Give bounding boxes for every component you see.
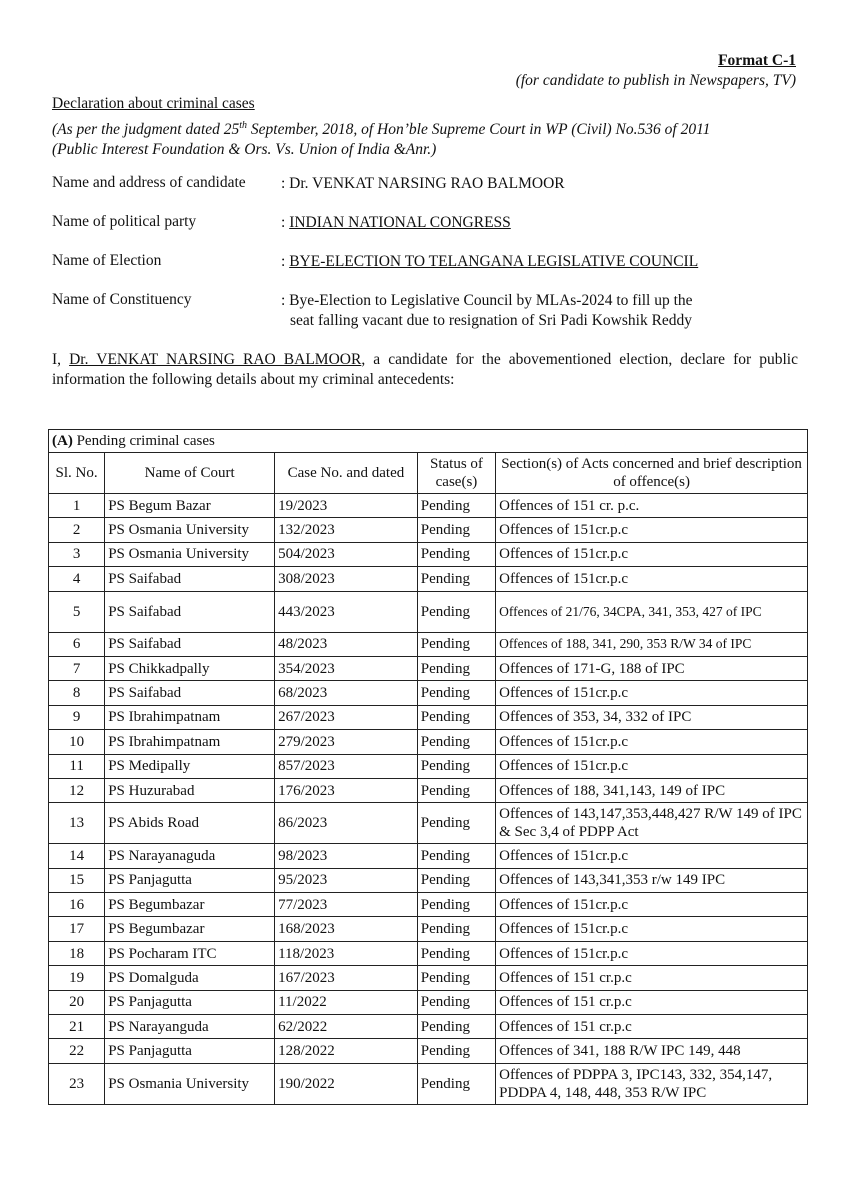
election-label: Name of Election <box>52 252 162 269</box>
table-row <box>49 844 808 868</box>
cell-sections: Offences of 151cr.p.c <box>496 941 808 965</box>
cell-case: 77/2023 <box>275 893 418 917</box>
cell-court: PS Ibrahimpatnam <box>105 730 275 754</box>
cell-sl: 16 <box>49 893 105 917</box>
cell-case: 86/2023 <box>275 803 418 844</box>
table-row <box>49 494 808 518</box>
cell-sections: Offences of 151 cr.p.c <box>496 990 808 1014</box>
cell-case: 48/2023 <box>275 632 418 656</box>
cell-case: 190/2022 <box>275 1063 418 1104</box>
cell-case: 443/2023 <box>275 591 418 632</box>
table-row <box>49 803 808 844</box>
cell-court: PS Saifabad <box>105 681 275 705</box>
cell-sl: 22 <box>49 1039 105 1063</box>
table-row <box>49 591 808 632</box>
table-row <box>49 1015 808 1039</box>
cell-sections: Offences of 188, 341,143, 149 of IPC <box>496 778 808 802</box>
format-subtitle: (for candidate to publish in Newspapers, TV) <box>515 72 796 89</box>
cell-sections: Offences of 151cr.p.c <box>496 542 808 566</box>
cell-sl: 1 <box>49 494 105 518</box>
cell-sections: Offences of PDPPA 3, IPC143, 332, 354,147, PDDPA 4, 148, 448, 353 R/W IPC <box>496 1063 808 1104</box>
cell-status: Pending <box>417 518 495 542</box>
cell-court: PS Osmania University <box>105 1063 275 1104</box>
constituency-value: : Bye-Election to Legislative Council by MLAs-2024 to fill up the seat falling vacant due to resignation of Sri Padi Kowshik Reddy <box>281 292 693 329</box>
cell-case: 308/2023 <box>275 567 418 591</box>
cell-status: Pending <box>417 1063 495 1104</box>
cell-status: Pending <box>417 1015 495 1039</box>
cell-sl: 21 <box>49 1015 105 1039</box>
cell-sections: Offences of 151 cr. p.c. <box>496 494 808 518</box>
cell-court: PS Saifabad <box>105 591 275 632</box>
table-row <box>49 1039 808 1063</box>
cell-sl: 7 <box>49 656 105 680</box>
cell-status: Pending <box>417 567 495 591</box>
cell-sl: 20 <box>49 990 105 1014</box>
cell-sections: Offences of 341, 188 R/W IPC 149, 448 <box>496 1039 808 1063</box>
cell-court: PS Begum Bazar <box>105 494 275 518</box>
cell-status: Pending <box>417 941 495 965</box>
cell-status: Pending <box>417 754 495 778</box>
cell-sections: Offences of 143,341,353 r/w 149 IPC <box>496 868 808 892</box>
cell-case: 279/2023 <box>275 730 418 754</box>
candidate-value: : Dr. VENKAT NARSING RAO BALMOOR <box>281 175 565 192</box>
cell-sections: Offences of 188, 341, 290, 353 R/W 34 of IPC <box>496 632 808 656</box>
header-sections: Section(s) of Acts concerned and brief description of offence(s) <box>496 453 808 494</box>
cell-sections: Offences of 151cr.p.c <box>496 730 808 754</box>
cell-sl: 19 <box>49 966 105 990</box>
header-sl: Sl. No. <box>49 453 105 494</box>
table-row <box>49 778 808 802</box>
format-label: Format C-1 <box>718 52 796 69</box>
section-heading: (A) Pending criminal cases <box>49 430 808 453</box>
cell-case: 857/2023 <box>275 754 418 778</box>
cell-case: 11/2022 <box>275 990 418 1014</box>
table-row <box>49 705 808 729</box>
cell-sl: 11 <box>49 754 105 778</box>
table-row <box>49 567 808 591</box>
cell-court: PS Panjagutta <box>105 868 275 892</box>
cell-court: PS Panjagutta <box>105 990 275 1014</box>
candidate-label: Name and address of candidate <box>52 174 246 191</box>
table-row <box>49 518 808 542</box>
cell-court: PS Chikkadpally <box>105 656 275 680</box>
pending-cases-table <box>48 429 808 1105</box>
cell-court: PS Narayanguda <box>105 1015 275 1039</box>
cell-sections: Offences of 151cr.p.c <box>496 893 808 917</box>
cell-status: Pending <box>417 990 495 1014</box>
cell-status: Pending <box>417 778 495 802</box>
cell-sl: 23 <box>49 1063 105 1104</box>
cell-sections: Offences of 151cr.p.c <box>496 567 808 591</box>
table-row <box>49 656 808 680</box>
cell-sections: Offences of 143,147,353,448,427 R/W 149 of IPC & Sec 3,4 of PDPP Act <box>496 803 808 844</box>
cell-court: PS Pocharam ITC <box>105 941 275 965</box>
table-row <box>49 941 808 965</box>
cell-sl: 9 <box>49 705 105 729</box>
declaration-statement: I, Dr. VENKAT NARSING RAO BALMOOR, a candidate for the abovementioned election, declare for public information the following details about my criminal antecedents: <box>52 351 798 388</box>
cell-court: PS Huzurabad <box>105 778 275 802</box>
cell-court: PS Abids Road <box>105 803 275 844</box>
party-value: : INDIAN NATIONAL CONGRESS <box>281 214 511 231</box>
cell-sl: 18 <box>49 941 105 965</box>
header-court: Name of Court <box>105 453 275 494</box>
cell-case: 62/2022 <box>275 1015 418 1039</box>
constituency-label: Name of Constituency <box>52 291 192 308</box>
cell-sl: 14 <box>49 844 105 868</box>
cell-court: PS Saifabad <box>105 567 275 591</box>
cell-case: 354/2023 <box>275 656 418 680</box>
table-row <box>49 632 808 656</box>
cell-court: PS Domalguda <box>105 966 275 990</box>
cell-case: 98/2023 <box>275 844 418 868</box>
cell-court: PS Begumbazar <box>105 893 275 917</box>
cell-sl: 6 <box>49 632 105 656</box>
table-row <box>49 966 808 990</box>
cell-case: 504/2023 <box>275 542 418 566</box>
cell-sl: 4 <box>49 567 105 591</box>
header-case: Case No. and dated <box>275 453 418 494</box>
cell-status: Pending <box>417 632 495 656</box>
cell-sections: Offences of 151cr.p.c <box>496 917 808 941</box>
cell-status: Pending <box>417 591 495 632</box>
cell-sl: 15 <box>49 868 105 892</box>
cell-case: 132/2023 <box>275 518 418 542</box>
cell-sl: 2 <box>49 518 105 542</box>
cell-sl: 17 <box>49 917 105 941</box>
cell-status: Pending <box>417 681 495 705</box>
declaration-title: Declaration about criminal cases <box>52 95 255 112</box>
cell-sl: 8 <box>49 681 105 705</box>
party-label: Name of political party <box>52 213 197 230</box>
cell-status: Pending <box>417 656 495 680</box>
table-row <box>49 893 808 917</box>
table-row <box>49 1063 808 1104</box>
cell-court: PS Osmania University <box>105 518 275 542</box>
cell-sections: Offences of 353, 34, 332 of IPC <box>496 705 808 729</box>
table-row <box>49 730 808 754</box>
cell-case: 68/2023 <box>275 681 418 705</box>
table-row <box>49 542 808 566</box>
cell-status: Pending <box>417 705 495 729</box>
cell-case: 167/2023 <box>275 966 418 990</box>
cell-court: PS Saifabad <box>105 632 275 656</box>
cell-sl: 10 <box>49 730 105 754</box>
cell-sl: 13 <box>49 803 105 844</box>
cell-court: PS Osmania University <box>105 542 275 566</box>
table-row <box>49 754 808 778</box>
cell-case: 19/2023 <box>275 494 418 518</box>
cell-status: Pending <box>417 1039 495 1063</box>
cell-court: PS Medipally <box>105 754 275 778</box>
cell-sections: Offences of 151 cr.p.c <box>496 966 808 990</box>
cell-status: Pending <box>417 917 495 941</box>
cell-sections: Offences of 151 cr.p.c <box>496 1015 808 1039</box>
cell-sections: Offences of 151cr.p.c <box>496 844 808 868</box>
cell-sections: Offences of 171-G, 188 of IPC <box>496 656 808 680</box>
table-row <box>49 917 808 941</box>
cell-status: Pending <box>417 542 495 566</box>
cell-case: 168/2023 <box>275 917 418 941</box>
header-status: Status of case(s) <box>417 453 495 494</box>
cell-status: Pending <box>417 844 495 868</box>
cell-sections: Offences of 151cr.p.c <box>496 518 808 542</box>
cell-case: 128/2022 <box>275 1039 418 1063</box>
cell-court: PS Panjagutta <box>105 1039 275 1063</box>
cell-status: Pending <box>417 803 495 844</box>
cell-sections: Offences of 21/76, 34CPA, 341, 353, 427 of IPC <box>496 591 808 632</box>
cell-case: 267/2023 <box>275 705 418 729</box>
cell-sections: Offences of 151cr.p.c <box>496 681 808 705</box>
cell-court: PS Narayanaguda <box>105 844 275 868</box>
cell-sl: 5 <box>49 591 105 632</box>
cell-status: Pending <box>417 966 495 990</box>
cell-case: 176/2023 <box>275 778 418 802</box>
cell-case: 118/2023 <box>275 941 418 965</box>
election-value: : BYE-ELECTION TO TELANGANA LEGISLATIVE COUNCIL <box>281 253 699 270</box>
cell-sl: 3 <box>49 542 105 566</box>
table-row <box>49 868 808 892</box>
cell-status: Pending <box>417 868 495 892</box>
cell-court: PS Ibrahimpatnam <box>105 705 275 729</box>
table-row <box>49 990 808 1014</box>
table-row <box>49 681 808 705</box>
cell-court: PS Begumbazar <box>105 917 275 941</box>
cell-case: 95/2023 <box>275 868 418 892</box>
cell-status: Pending <box>417 893 495 917</box>
judgment-reference: (As per the judgment dated 25th September, 2018, of Hon’ble Supreme Court in WP (Civil) No.536 of 2011 (Public Interest Foundation & Ors. Vs. Union of India &Anr.) <box>52 120 711 159</box>
cell-sections: Offences of 151cr.p.c <box>496 754 808 778</box>
cell-status: Pending <box>417 730 495 754</box>
cell-status: Pending <box>417 494 495 518</box>
cell-sl: 12 <box>49 778 105 802</box>
